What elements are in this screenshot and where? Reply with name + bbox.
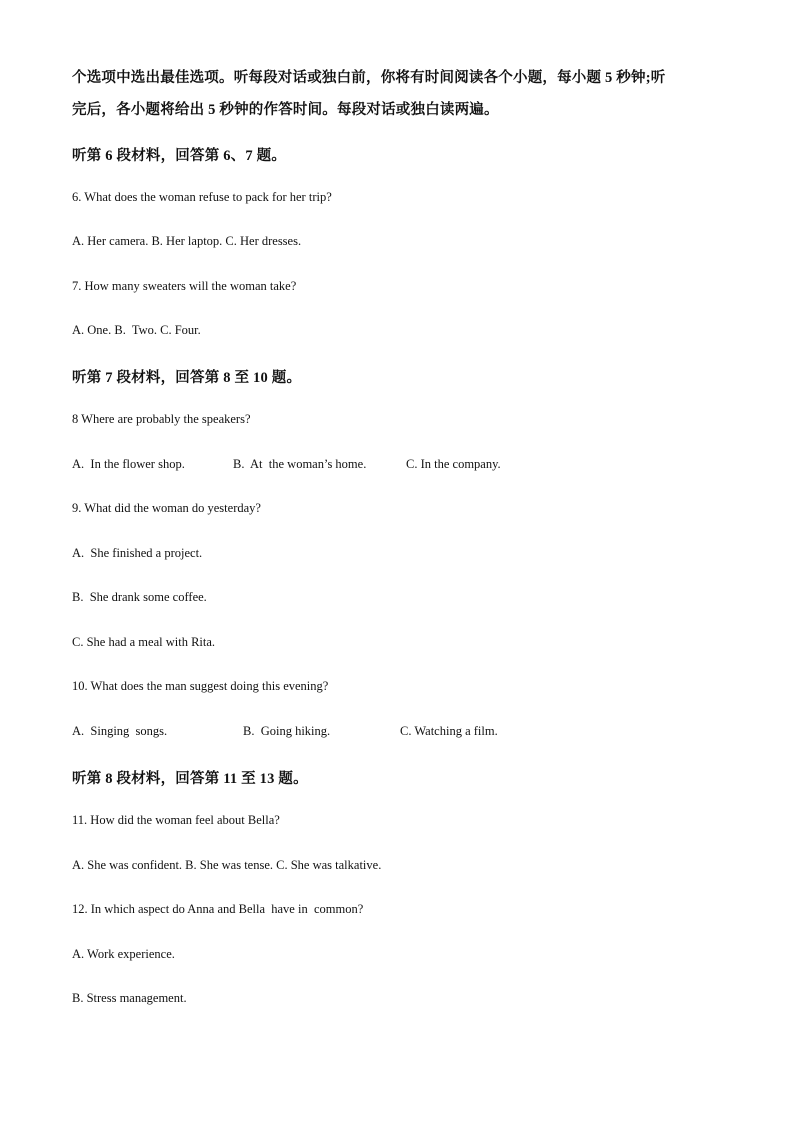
question-9-option-c: C. She had a meal with Rita. bbox=[72, 635, 216, 649]
section-6-heading: 听第 6 段材料，回答第 6、7 题。 bbox=[72, 148, 287, 164]
question-12-option-b: B. Stress management. bbox=[72, 991, 187, 1005]
question-11-options: A. She was confident. B. She was tense. C. She was talkative. bbox=[72, 858, 382, 872]
section-7-heading: 听第 7 段材料，回答第 8 至 10 题。 bbox=[72, 370, 302, 386]
question-12-option-a: A. Work experience. bbox=[72, 947, 175, 961]
question-11: 11. How did the woman feel about Bella? bbox=[72, 813, 280, 827]
question-8-option-c: C. In the company. bbox=[406, 457, 501, 471]
instruction-line-1: 个选项中选出最佳选项。听每段对话或独白前，你将有时间阅读各个小题，每小题 5 秒钟;听 bbox=[72, 70, 666, 86]
question-8: 8 Where are probably the speakers? bbox=[72, 412, 251, 426]
section-8-heading: 听第 8 段材料，回答第 11 至 13 题。 bbox=[72, 771, 308, 787]
question-7-options: A. One. B. Two. C. Four. bbox=[72, 323, 201, 337]
question-9: 9. What did the woman do yesterday? bbox=[72, 501, 261, 515]
question-9-option-b: B. She drank some coffee. bbox=[72, 590, 207, 604]
question-10: 10. What does the man suggest doing this evening? bbox=[72, 679, 329, 693]
instruction-line-2: 完后，各小题将给出 5 秒钟的作答时间。每段对话或独白读两遍。 bbox=[72, 102, 499, 118]
question-6: 6. What does the woman refuse to pack for her trip? bbox=[72, 190, 332, 204]
question-10-option-c: C. Watching a film. bbox=[400, 724, 498, 738]
question-10-option-a: A. Singing songs. bbox=[72, 724, 168, 738]
question-6-options: A. Her camera. B. Her laptop. C. Her dresses. bbox=[72, 234, 302, 248]
question-8-option-a: A. In the flower shop. bbox=[72, 457, 185, 471]
question-9-option-a: A. She finished a project. bbox=[72, 546, 203, 560]
question-10-option-b: B. Going hiking. bbox=[243, 724, 331, 738]
question-8-option-b: B. At the woman’s home. bbox=[233, 457, 367, 471]
question-7: 7. How many sweaters will the woman take? bbox=[72, 279, 297, 293]
question-12: 12. In which aspect do Anna and Bella have in common? bbox=[72, 902, 364, 916]
